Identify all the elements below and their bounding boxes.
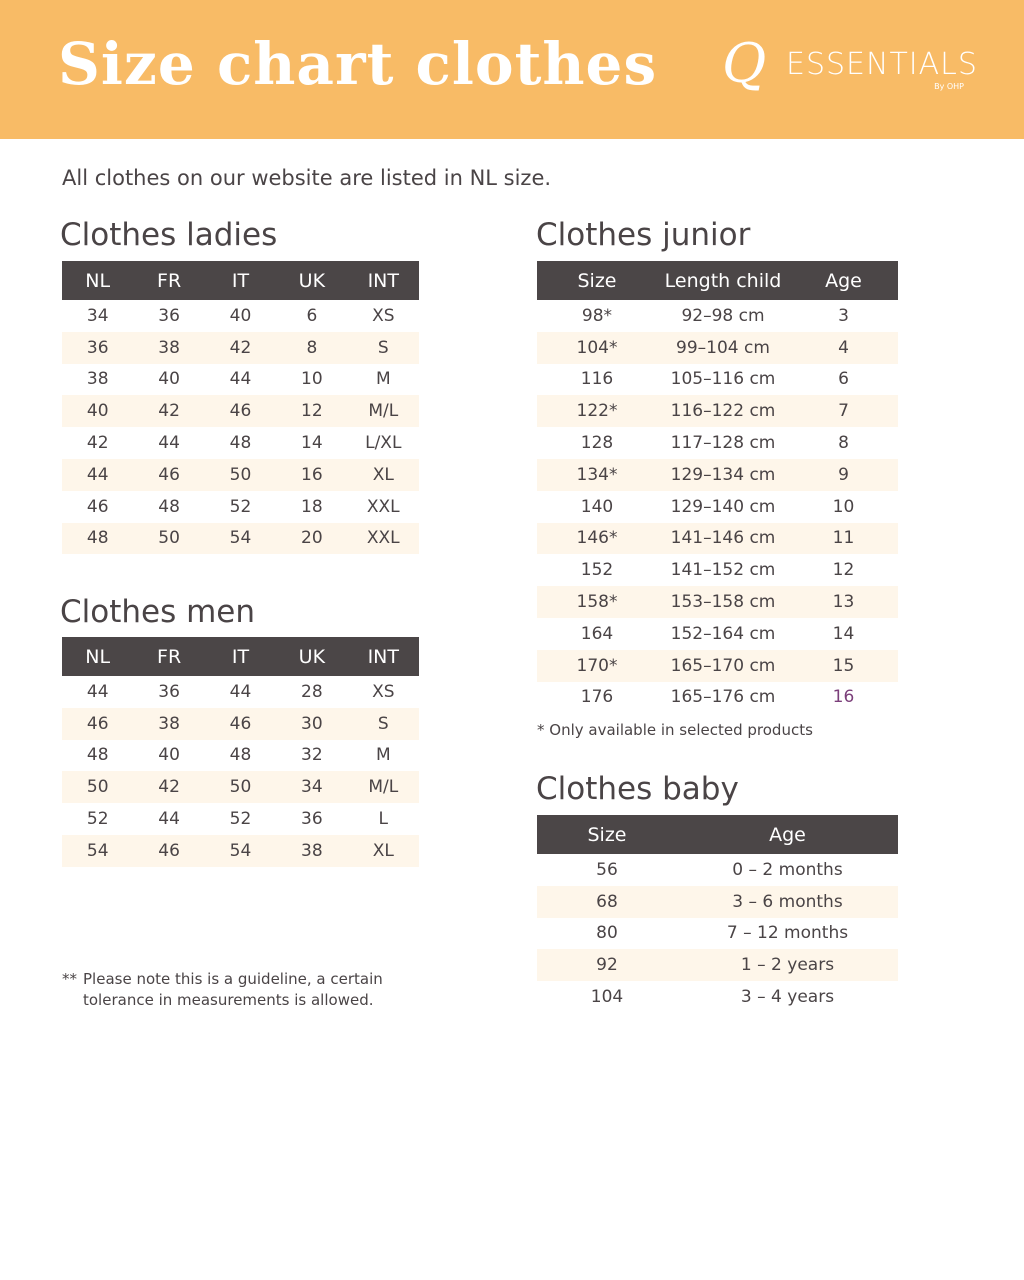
ladies-cell: 54 — [205, 523, 276, 555]
baby-title: Clothes baby — [536, 771, 739, 807]
table-row — [62, 708, 419, 740]
junior-header-row — [537, 261, 898, 300]
junior-cell: 153–158 cm — [657, 586, 789, 618]
baby-cell: 3 – 4 years — [740, 987, 835, 1008]
ladies-cell: 40 — [229, 305, 252, 326]
junior-cell: 129–140 cm — [670, 496, 776, 517]
men-cell: 28 — [301, 681, 323, 702]
ladies-cell: M/L — [348, 395, 419, 427]
men-column-header: NL — [62, 637, 133, 676]
men-cell: 48 — [86, 745, 109, 766]
logo-q-mark: Q — [722, 32, 767, 95]
junior-cell: 8 — [838, 433, 849, 454]
junior-column-header: Age — [789, 261, 898, 300]
table-row — [537, 682, 898, 714]
junior-cell: 129–134 cm — [657, 459, 789, 491]
ladies-cell: XXL — [348, 523, 419, 555]
men-cell: 36 — [158, 681, 180, 702]
junior-cell: 128 — [580, 433, 614, 454]
men-cell: 44 — [229, 681, 252, 702]
junior-cell: 4 — [789, 332, 898, 364]
table-row — [537, 395, 898, 427]
baby-cell: 0 – 2 months — [732, 859, 843, 880]
table-row — [62, 803, 419, 835]
junior-cell: 7 — [789, 395, 898, 427]
guideline-note — [62, 969, 462, 1013]
note-line-2: tolerance in measurements is allowed. — [83, 991, 374, 1009]
table-row — [537, 981, 898, 1013]
table-row — [62, 835, 419, 867]
ladies-column-header: UK — [276, 261, 347, 300]
ladies-size-table — [62, 261, 419, 554]
table-row — [537, 459, 898, 491]
table-row — [537, 554, 898, 586]
junior-cell: 140 — [580, 496, 614, 517]
men-cell: 38 — [133, 708, 204, 740]
ladies-cell: 50 — [205, 459, 276, 491]
ladies-cell: 46 — [86, 496, 109, 517]
table-row — [62, 300, 419, 332]
ladies-header-row — [62, 261, 419, 300]
men-cell: 36 — [301, 809, 323, 830]
ladies-cell: XL — [348, 459, 419, 491]
ladies-cell: 42 — [133, 395, 204, 427]
men-cell: 32 — [301, 745, 323, 766]
ladies-cell: 6 — [306, 305, 318, 326]
page-header — [0, 0, 1024, 139]
junior-cell: 116–122 cm — [657, 395, 789, 427]
men-cell: 54 — [62, 835, 133, 867]
table-row — [62, 459, 419, 491]
ladies-column-header: FR — [133, 261, 204, 300]
ladies-cell: 48 — [62, 523, 133, 555]
men-header-row — [62, 637, 419, 676]
junior-cell: 92–98 cm — [681, 305, 765, 326]
men-cell: 42 — [133, 771, 204, 803]
intro-text: All clothes on our website are listed in NL size. — [62, 166, 552, 190]
ladies-column-header: IT — [205, 261, 276, 300]
baby-size-table — [537, 815, 898, 1013]
men-cell: 46 — [62, 708, 133, 740]
men-column-header: IT — [205, 637, 276, 676]
ladies-cell: 50 — [133, 523, 204, 555]
men-cell: M/L — [348, 771, 419, 803]
junior-cell: 99–104 cm — [657, 332, 789, 364]
ladies-cell: 36 — [62, 332, 133, 364]
logo-byline: By OHP — [934, 82, 964, 91]
junior-cell: 122* — [537, 395, 657, 427]
table-row — [537, 918, 898, 950]
ladies-cell: M — [375, 369, 391, 390]
table-row — [62, 771, 419, 803]
ladies-cell: 48 — [158, 496, 180, 517]
table-row — [537, 300, 898, 332]
junior-column-header: Length child — [657, 261, 789, 300]
page-title: Size chart clothes — [58, 30, 658, 98]
table-row — [537, 364, 898, 396]
ladies-cell: 48 — [229, 433, 252, 454]
logo-wordmark: ESSENTIALS — [786, 47, 978, 82]
men-cell: 52 — [229, 809, 252, 830]
junior-cell: 12 — [832, 560, 855, 581]
junior-cell: 141–146 cm — [657, 523, 789, 555]
junior-cell: 117–128 cm — [670, 433, 776, 454]
men-cell: XL — [348, 835, 419, 867]
ladies-cell: XXL — [366, 496, 400, 517]
table-row — [537, 332, 898, 364]
men-cell: L — [378, 809, 389, 830]
baby-cell: 92 — [537, 949, 677, 981]
junior-cell: 14 — [832, 623, 855, 644]
men-column-header: INT — [348, 637, 419, 676]
ladies-cell: 40 — [158, 369, 180, 390]
men-cell: 38 — [276, 835, 347, 867]
junior-cell: 164 — [580, 623, 614, 644]
ladies-column-header: NL — [62, 261, 133, 300]
note-line-1: Please note this is a guideline, a certain — [83, 970, 383, 988]
men-cell: 48 — [229, 745, 252, 766]
ladies-title: Clothes ladies — [60, 217, 278, 253]
baby-column-header: Size — [537, 815, 677, 854]
ladies-cell: 44 — [229, 369, 252, 390]
table-row — [62, 364, 419, 396]
men-cell: M — [375, 745, 391, 766]
brand-logo — [722, 32, 978, 96]
junior-cell: 141–152 cm — [670, 560, 776, 581]
junior-cell: 152–164 cm — [670, 623, 776, 644]
ladies-cell: 52 — [229, 496, 252, 517]
ladies-cell: 44 — [158, 433, 180, 454]
baby-cell: 1 – 2 years — [677, 949, 898, 981]
junior-footnote: * Only available in selected products — [537, 721, 813, 739]
men-cell: 44 — [158, 809, 180, 830]
men-cell: 52 — [86, 809, 109, 830]
table-row — [537, 618, 898, 650]
junior-cell: 98* — [581, 305, 613, 326]
table-row — [62, 523, 419, 555]
note-marker: ** — [62, 970, 77, 988]
baby-cell: 68 — [537, 886, 677, 918]
ladies-cell: 12 — [276, 395, 347, 427]
ladies-cell: 20 — [276, 523, 347, 555]
baby-cell: 80 — [596, 923, 618, 944]
table-row — [537, 886, 898, 918]
ladies-cell: 38 — [133, 332, 204, 364]
junior-cell: 6 — [838, 369, 849, 390]
table-row — [62, 740, 419, 772]
ladies-cell: 18 — [301, 496, 323, 517]
men-cell: 50 — [205, 771, 276, 803]
junior-cell: 134* — [537, 459, 657, 491]
table-row — [537, 523, 898, 555]
junior-cell: 165–170 cm — [657, 650, 789, 682]
junior-cell: 105–116 cm — [670, 369, 776, 390]
ladies-cell: 40 — [62, 395, 133, 427]
junior-title: Clothes junior — [536, 217, 751, 253]
junior-cell: 104* — [537, 332, 657, 364]
baby-header-row — [537, 815, 898, 854]
ladies-cell: 42 — [205, 332, 276, 364]
ladies-cell: S — [348, 332, 419, 364]
junior-cell: 176 — [580, 687, 614, 708]
ladies-cell: 34 — [86, 305, 109, 326]
junior-cell: 146* — [537, 523, 657, 555]
baby-cell: 3 – 6 months — [677, 886, 898, 918]
table-row — [62, 427, 419, 459]
table-row — [62, 332, 419, 364]
junior-column-header: Size — [537, 261, 657, 300]
junior-cell: 116 — [580, 369, 614, 390]
junior-cell: 13 — [789, 586, 898, 618]
ladies-cell: XS — [372, 305, 395, 326]
men-size-table — [62, 637, 419, 867]
junior-cell: 152 — [580, 560, 614, 581]
junior-cell: 16 — [832, 687, 855, 708]
ladies-cell: 8 — [276, 332, 347, 364]
baby-column-header: Age — [677, 815, 898, 854]
men-title: Clothes men — [60, 594, 256, 630]
men-cell: 54 — [205, 835, 276, 867]
men-cell: S — [348, 708, 419, 740]
ladies-cell: 46 — [133, 459, 204, 491]
men-cell: XS — [372, 681, 395, 702]
table-row — [537, 586, 898, 618]
junior-cell: 15 — [789, 650, 898, 682]
table-row — [537, 427, 898, 459]
table-row — [537, 854, 898, 886]
ladies-cell: 14 — [301, 433, 323, 454]
table-row — [62, 491, 419, 523]
junior-cell: 10 — [832, 496, 855, 517]
ladies-cell: L/XL — [365, 433, 402, 454]
baby-cell: 7 – 12 months — [726, 923, 849, 944]
junior-cell: 3 — [838, 305, 849, 326]
ladies-column-header: INT — [348, 261, 419, 300]
table-row — [537, 949, 898, 981]
men-cell: 40 — [158, 745, 180, 766]
ladies-cell: 38 — [86, 369, 109, 390]
baby-cell: 104 — [590, 987, 624, 1008]
junior-cell: 165–176 cm — [670, 687, 776, 708]
ladies-cell: 16 — [276, 459, 347, 491]
men-cell: 46 — [133, 835, 204, 867]
men-column-header: FR — [133, 637, 204, 676]
men-cell: 46 — [205, 708, 276, 740]
table-row — [62, 395, 419, 427]
men-cell: 44 — [86, 681, 109, 702]
men-cell: 30 — [276, 708, 347, 740]
junior-cell: 158* — [537, 586, 657, 618]
ladies-cell: 36 — [158, 305, 180, 326]
table-row — [62, 676, 419, 708]
baby-cell: 56 — [596, 859, 618, 880]
junior-size-table — [537, 261, 898, 713]
men-column-header: UK — [276, 637, 347, 676]
junior-cell: 9 — [789, 459, 898, 491]
men-cell: 50 — [62, 771, 133, 803]
ladies-cell: 46 — [205, 395, 276, 427]
men-cell: 34 — [276, 771, 347, 803]
junior-cell: 170* — [537, 650, 657, 682]
junior-cell: 11 — [789, 523, 898, 555]
ladies-cell: 44 — [62, 459, 133, 491]
ladies-cell: 42 — [86, 433, 109, 454]
table-row — [537, 650, 898, 682]
table-row — [537, 491, 898, 523]
ladies-cell: 10 — [301, 369, 323, 390]
